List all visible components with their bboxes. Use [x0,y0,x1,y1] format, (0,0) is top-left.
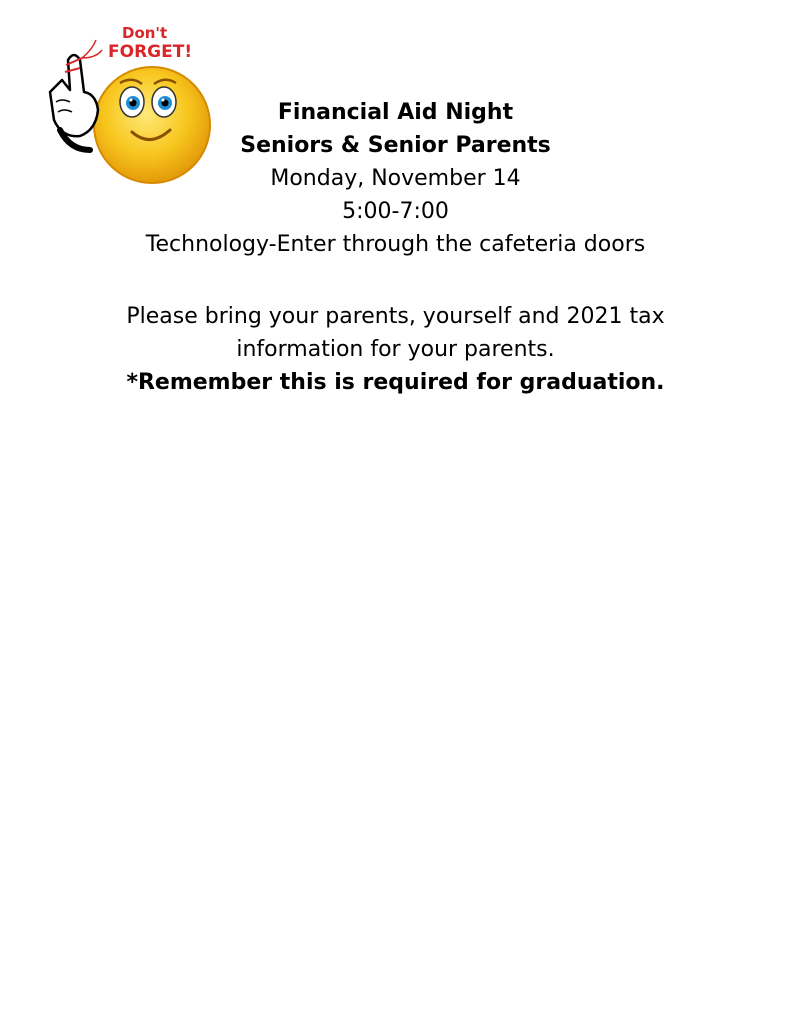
event-date: Monday, November 14 [270,166,521,191]
instructions-line-1: Please bring your parents, yourself and 2021 tax [126,304,665,329]
event-location: Technology-Enter through the cafeteria doors [145,232,646,257]
svg-text:FORGET!: FORGET! [108,42,193,62]
event-audience: Seniors & Senior Parents [240,133,551,158]
flyer-text [0,96,791,399]
graduation-reminder: *Remember this is required for graduation. [126,370,665,395]
spacer [0,261,791,300]
instructions-line-2: information for your parents. [236,337,555,362]
event-title: Financial Aid Night [277,100,514,125]
svg-text:Don't: Don't [122,24,168,42]
event-time: 5:00-7:00 [342,199,449,224]
